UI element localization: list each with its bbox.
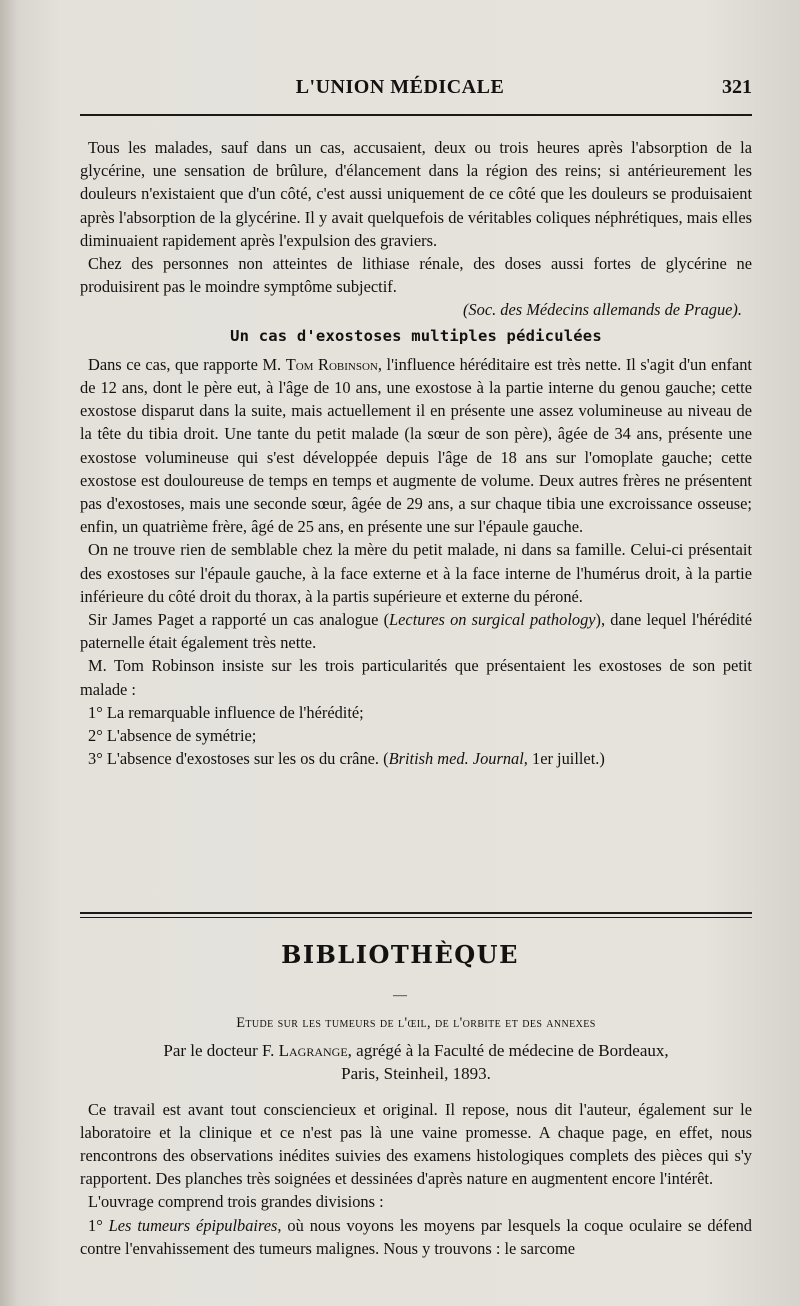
page-number: 321 <box>722 76 752 98</box>
body-text <box>80 136 752 770</box>
bibliography-entry <box>80 1012 752 1260</box>
journal-reference: British med. Journal <box>388 749 524 769</box>
text-span: Par le docteur F. <box>163 1041 279 1061</box>
text-span: , l'influence héréditaire est très nette. Il s'agit d'un enfant de 12 ans, dont le père eut, à l'âge de 10 ans, une exostose à la partie interne du genou gauche; cette exostose disparut dans la suite, mais actuellement il en présente une assez volumineuse au niveau de la tête du tibia droit. Une tante du petit malade (la sœur de son père), âgée de 34 ans, présente une exostose volumineuse qui s'est développée depuis l'âge de 18 ans sur l'omoplate gauche; cette exostose est douloureuse de temps en temps et augmente de volume. Deux autres frères ne présentent pas d'exostoses, mais une seconde sœur, âgée de 29 ans, a sur chaque tibia une excroissance osseuse; enfin, un quatrième frère, âgé de 25 ans, en présente une sur l'épaule gauche. <box>80 354 752 537</box>
heading-dash: — <box>393 988 407 1003</box>
paragraph: On ne trouve rien de semblable chez la mère du petit malade, ni dans sa famille. Celui-ci présentait des exostoses sur l'épaule gauche, à la face externe et à la face interne de l'humérus droit, à la partie inférieure du côté droit du thorax, à la partis supérieure et externe du péroné. <box>80 540 752 606</box>
paragraph: M. Tom Robinson insiste sur les trois particularités que présentaient les exostoses de son petit malade : <box>80 656 752 699</box>
list-item: 2° L'absence de symétrie; <box>88 726 257 746</box>
running-head <box>0 76 800 102</box>
paragraph <box>80 608 752 654</box>
book-author <box>80 1039 752 1062</box>
header-rule <box>80 114 752 116</box>
section-rule-top <box>80 912 752 914</box>
book-title: Etude sur les tumeurs de l'œil, de l'orbite et des annexes <box>236 1015 596 1031</box>
source-citation: (Soc. des Médecins allemands de Prague). <box>462 300 742 320</box>
text-span: Sir James Paget a rapporté un cas analogue ( <box>88 610 390 630</box>
text-span: 1° <box>88 1215 109 1235</box>
text-span: ), dane lequel l'hérédité paternelle était également très nette. <box>80 610 752 653</box>
book-reference: Lectures on surgical pathology <box>389 610 596 630</box>
journal-title: L'UNION MÉDICALE <box>295 76 505 98</box>
text-span: Dans ce cas, que rapporte M. <box>88 354 286 374</box>
section-rule-bottom <box>80 917 752 918</box>
text-span: , 1er juillet.) <box>523 749 605 769</box>
paragraph <box>80 1214 752 1260</box>
list-item: 1° La remarquable influence de l'hérédité; <box>88 702 364 722</box>
bibliography-heading: BIBLIOTHÈQUE <box>281 940 519 969</box>
paragraph: Ce travail est avant tout consciencieux et original. Il repose, nous dit l'auteur, également sur le laboratoire et la clinique et ce n'est pas là une vaine promesse. A chaque page, en effet, nous rencontrons des observations inédites suivies des examens histologiques complets des pièces qui s'y rapportent. Des planches très soignées et dessinées d'après nature en augmentent encore l'intérêt. <box>80 1099 752 1189</box>
chapter-title: Les tumeurs épipulbaires <box>108 1215 278 1235</box>
author-name: Tom Robinson <box>285 354 378 374</box>
paragraph: Chez des personnes non atteintes de lithiase rénale, des doses aussi fortes de glycérine ne produisirent pas le moindre symptôme subjectif. <box>80 254 752 297</box>
author-name: Lagrange <box>278 1041 348 1061</box>
section-title: Un cas d'exostoses multiples pédiculées <box>230 326 602 345</box>
book-publisher: Paris, Steinheil, 1893. <box>341 1064 491 1084</box>
text-span: , agrégé à la Faculté de médecine de Bordeaux, <box>347 1041 669 1061</box>
list-item <box>80 747 752 770</box>
text-span: 3° L'absence d'exostoses sur les os du crâne. ( <box>88 749 389 769</box>
paragraph <box>80 353 752 539</box>
text-span: , où nous voyons les moyens par lesquels la coque oculaire se défend contre l'envahissement des tumeurs malignes. Nous y trouvons : le sarcome <box>80 1215 752 1258</box>
paragraph: L'ouvrage comprend trois grandes divisions : <box>88 1192 384 1212</box>
paragraph: Tous les malades, sauf dans un cas, accusaient, deux ou trois heures après l'absorption de la glycérine, une sensation de brûlure, d'élancement dans la région des reins; si antérieurement les douleurs n'existaient que d'un côté, c'est aussi uniquement de ce côté que les douleurs se produisaient après l'absorption de la glycérine. Il y avait quelquefois de véritables coliques néphrétiques, mais elles diminuaient rapidement après l'expulsion des graviers. <box>80 138 752 250</box>
